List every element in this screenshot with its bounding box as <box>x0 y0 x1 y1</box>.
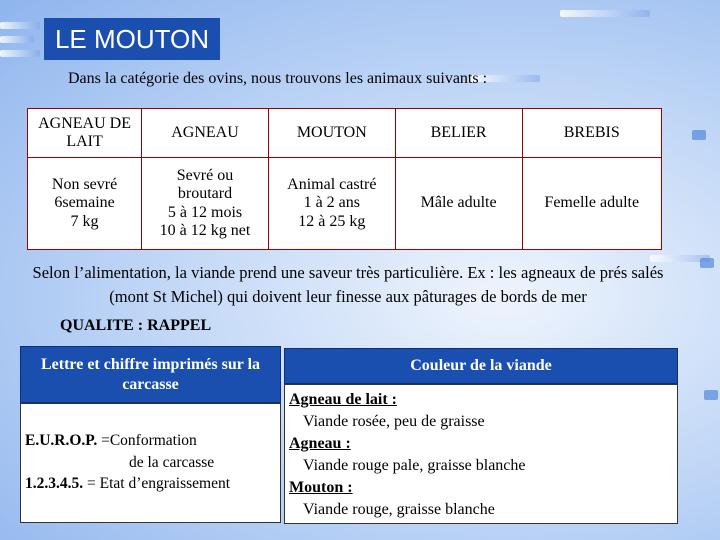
meat-color-box <box>284 384 678 524</box>
table-header-row <box>28 109 662 158</box>
meat-value: Viande rouge pale, graisse blanche <box>303 457 526 475</box>
cell-line: Femelle adulte <box>544 194 640 212</box>
intro-text: Dans la catégorie des ovins, nous trouvons les animaux suivants : <box>68 70 488 87</box>
cell-line: 6semaine <box>54 194 115 212</box>
table-cell <box>142 158 269 250</box>
section-heading: QUALITE : RAPPEL <box>60 317 212 334</box>
decor-square <box>700 258 714 268</box>
cell-line: 7 kg <box>70 212 99 230</box>
europ-description-cont: de la carcasse <box>129 453 215 471</box>
europ-code: E.U.R.O.P. <box>25 432 98 449</box>
carcass-marking-heading: Lettre et chiffre imprimés sur la carcasse <box>20 346 281 403</box>
meat-label: Agneau : <box>289 435 351 453</box>
decor-square <box>704 390 718 400</box>
cell-line: 5 à 12 mois <box>167 203 243 221</box>
header-cell: BELIER <box>395 109 522 158</box>
meat-color-heading: Couleur de la viande <box>284 348 678 384</box>
note-text: Selon l’alimentation, la viande prend une saveur très particulière. Ex : les agneaux de prés salés (mont St Michel) qui doivent leur finesse aux pâturages de bords de mer <box>32 263 664 306</box>
cell-line: Non sevré <box>51 175 118 193</box>
cell-line: 1 à 2 ans <box>303 194 361 212</box>
meat-value: Viande rosée, peu de graisse <box>303 413 485 431</box>
decor-bar <box>560 10 650 17</box>
cell-line: 12 à 25 kg <box>298 212 366 230</box>
header-cell: MOUTON <box>268 109 395 158</box>
meat-label: Mouton : <box>289 479 353 497</box>
table-cell <box>28 158 142 250</box>
header-cell: AGNEAU <box>142 109 269 158</box>
decor-bar <box>0 36 34 43</box>
table-cell <box>522 158 662 250</box>
page-title: LE MOUTON <box>44 18 220 60</box>
carcass-marking-box <box>20 403 281 523</box>
table-cell <box>268 158 395 250</box>
meat-label: Agneau de lait : <box>289 391 397 408</box>
cell-line: Animal castré <box>287 175 377 193</box>
header-cell: AGNEAU DE LAIT <box>28 109 142 158</box>
fat-code: 1.2.3.4.5. <box>25 475 84 493</box>
europ-description: =Conformation <box>97 432 197 449</box>
table-cell <box>395 158 522 250</box>
decor-bar <box>0 22 40 29</box>
animals-table <box>27 108 662 250</box>
decor-bar <box>0 50 40 57</box>
cell-line: 10 à 12 kg net <box>159 221 251 239</box>
cell-line: broutard <box>177 185 233 203</box>
table-row <box>28 158 662 250</box>
cell-line: Mâle adulte <box>420 194 497 212</box>
fat-description: = Etat d’engraissement <box>83 475 231 493</box>
cell-line: Sevré ou <box>176 166 234 184</box>
meat-value: Viande rouge, graisse blanche <box>303 501 495 519</box>
header-cell: BREBIS <box>522 109 662 158</box>
decor-square <box>692 130 706 140</box>
